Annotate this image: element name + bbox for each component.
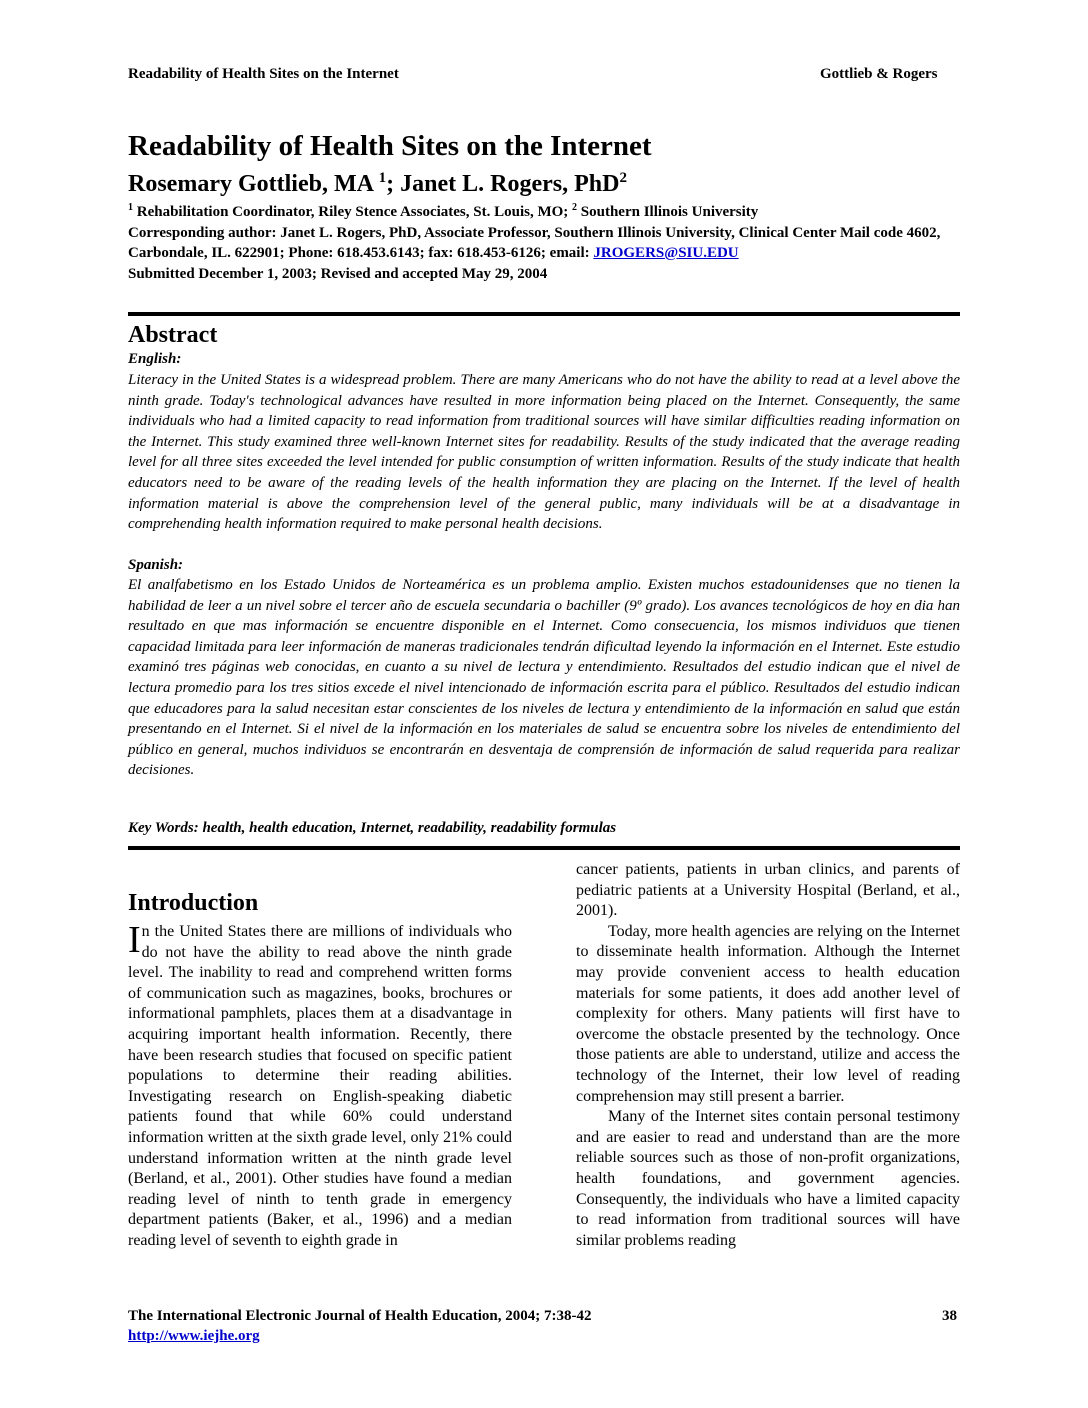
header-divider [128, 312, 960, 316]
journal-citation: The International Electronic Journal of Health Education, 2004; 7:38-42 [128, 1308, 592, 1324]
author-line [128, 162, 627, 200]
author-1-name: Rosemary Gottlieb, MA [128, 171, 379, 197]
intro-paragraph-1-continued: cancer patients, patients in urban clinics, and parents of pediatric patients at a University Hospital (Berland, et al., 2001). [576, 861, 960, 920]
body-column-right [576, 860, 960, 1251]
introduction-heading: Introduction [128, 890, 259, 916]
author-2-name: Janet L. Rogers, PhD [400, 171, 620, 197]
affiliation-1: Rehabilitation Coordinator, Riley Stence Associates, St. Louis, MO; [133, 204, 573, 220]
spanish-label: Spanish: [128, 557, 184, 573]
page-number: 38 [942, 1308, 957, 1324]
intro-paragraph-2: Today, more health agencies are relying on the Internet to disseminate health information. Although the Internet may provide convenient access to health education materials for some patients, it does add another level of complexity for others. Many patients will first have to overcome the obstacle presented by the technology. Once those patients are able to understand, utilize and access the technology of the Internet, their low level of reading comprehension may still present a barrier. [576, 922, 960, 1105]
author-1-affiliation-mark: 1 [378, 170, 387, 186]
affiliation-1-mark: 1 [128, 202, 133, 213]
intro-paragraph-1-text: n the United States there are millions of individuals who do not have the ability to read above the ninth grade level. The inability to read and comprehend written forms of communication such as magazines, books, brochures or informational pamphlets, places them at a disadvantage in acquiring important health information. Recently, there have been research studies that focused on specific patient populations to determine their reading abilities. Investigating research on English-speaking diabetic patients found that while 60% could understand information written at the sixth grade level, only 21% could understand information written at the ninth grade level (Berland, et al., 2001). Other studies have found a median reading level of ninth to tenth grade in emergency department patients (Baker, et al., 1996) and a median reading level of seventh to eighth grade in [128, 923, 512, 1249]
corresponding-author [128, 223, 960, 264]
drop-cap: I [128, 919, 141, 961]
intro-paragraph-3: Many of the Internet sites contain personal testimony and are easier to read and understand than are the more reliable sources such as those of non-profit organizations, health foundations, and government agencies. Consequently, the individuals who have a limited capacity to read information from traditional sources will have similar problems reading [576, 1108, 960, 1249]
abstract-divider [128, 846, 960, 850]
email-link[interactable]: JROGERS@SIU.EDU [593, 245, 739, 261]
journal-url-link[interactable]: http://www.iejhe.org [128, 1328, 260, 1344]
body-column-left [128, 919, 512, 1252]
affiliation-2-mark: 2 [572, 202, 578, 213]
author-separator: ; [386, 171, 401, 197]
corresponding-author-text: Corresponding author: Janet L. Rogers, PhD, Associate Professor, Southern Illinois University, Clinical Center Mail code 4602, Carbondale, IL. 622901; Phone: 618.453.6143; fax: 618.453-6126; email: [128, 224, 941, 261]
paper-title: Readability of Health Sites on the Internet [128, 130, 652, 162]
running-header-authors: Gottlieb & Rogers [820, 66, 938, 82]
english-label: English: [128, 351, 182, 367]
submission-dates: Submitted December 1, 2003; Revised and accepted May 29, 2004 [128, 265, 548, 282]
intro-paragraph-1 [128, 919, 512, 1252]
keywords: Key Words: health, health education, Internet, readability, readability formulas [128, 820, 617, 836]
affiliation-2: Southern Illinois University [577, 204, 759, 220]
abstract-english: Literacy in the United States is a widespread problem. There are many Americans who do not have the ability to read at a level above the ninth grade. Today's technological advances have resulted in more information being placed on the Internet. Consequently, the same individuals who had a limited capacity to read information from traditional sources will have similar difficulties reading information on the Internet. This study examined three well-known Internet sites for readability. Results of the study indicated that the average reading level for all three sites exceeded the level intended for public consumption of written information. Results of the study indicate that health educators need to be aware of the reading levels of the health information they are placing on the Internet. If the level of health information material is above the comprehension level of the general public, many individuals will be at a disadvantage in comprehending health information required to make personal health decisions. [128, 372, 960, 533]
abstract-spanish: El analfabetismo en los Estado Unidos de Norteamérica es un problema amplio. Existen muchos estadounidenses que no tienen la habilidad de leer a un nivel sobre el tercer año de escuela secundaria o bachiller (9º grado). Los avances tecnológicos de hoy en dia han resultado en que mas información se encuentre disponible en el Internet. Como consecuencia, los mismos individuos que tienen capacidad limitada para leer información de maneras tradicionales tendrán dificultad leyendo la información en el Internet. Este estudio examinó tres páginas web conocidas, en cuanto a su nivel de lectura y entendimiento. Resultados del estudio indican que el nivel de lectura promedio para los tres sitios excede el nivel intencionado de información escrita para el público. Resultados del estudio indican que educadores para la salud necesitan estar conscientes de los niveles de lectura y entendimiento de la información en salud que están presentando en el Internet. Si el nivel de la información en los materiales de salud se encuentra sobre los niveles de entendimiento del público en general, muchos individuos se encontrarán en desventaja de comprensión de información de salud requerida para realizar decisiones. [128, 577, 960, 779]
running-header-title: Readability of Health Sites on the Internet [128, 66, 399, 82]
affiliations-block [128, 198, 960, 284]
author-2-affiliation-mark: 2 [619, 170, 627, 186]
abstract-heading: Abstract [128, 322, 218, 348]
affiliation-line [128, 198, 960, 223]
